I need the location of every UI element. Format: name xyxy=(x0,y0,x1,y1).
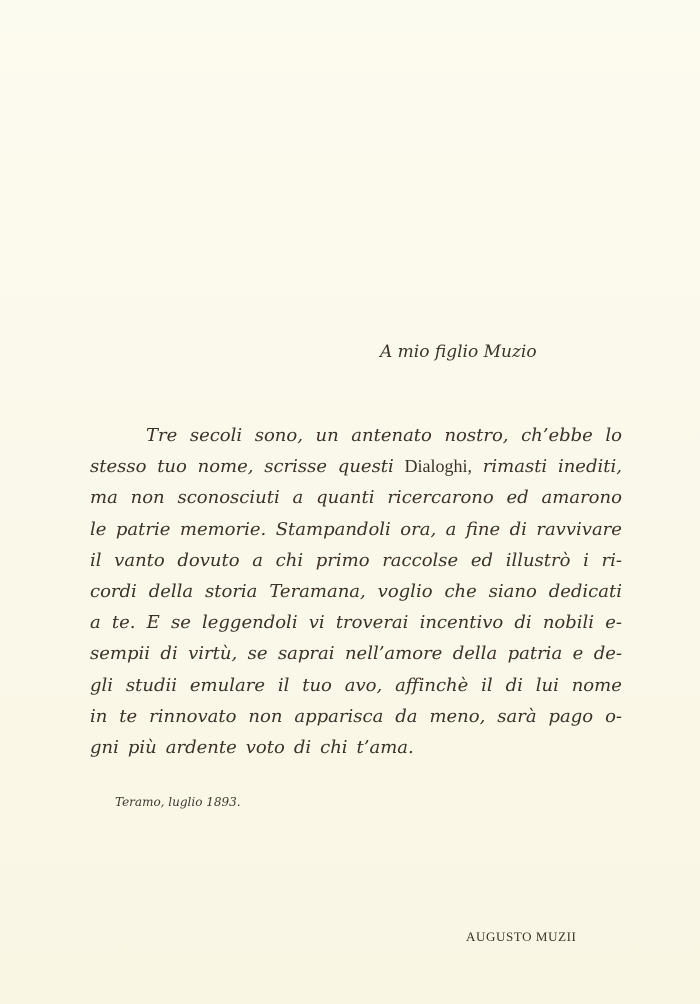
word: ravvivare xyxy=(536,518,622,540)
word: Tre xyxy=(146,425,178,446)
word: in xyxy=(90,705,108,727)
word: se xyxy=(170,612,191,634)
word: da xyxy=(395,705,418,727)
word: di xyxy=(505,674,523,696)
word: avo, xyxy=(344,674,383,696)
word: un xyxy=(315,425,339,446)
text-line xyxy=(90,514,622,545)
word: storia xyxy=(205,580,258,602)
word: ardente xyxy=(165,736,237,758)
word: nome, xyxy=(197,456,254,478)
word: nostro, xyxy=(444,425,509,446)
text-line xyxy=(90,576,622,607)
word: più xyxy=(127,736,157,758)
word: inediti, xyxy=(557,456,622,478)
word: a xyxy=(252,549,263,571)
word: amarono xyxy=(541,487,622,509)
word: illustrò xyxy=(505,549,571,571)
word: voglio xyxy=(377,580,433,602)
dedication-line: A mio figlio Muzio xyxy=(380,342,537,362)
word: saprai xyxy=(277,643,335,665)
word: chi xyxy=(275,549,304,571)
text-line xyxy=(90,545,622,576)
word: della xyxy=(452,643,498,665)
word: e- xyxy=(605,612,622,634)
word: leggendoli xyxy=(202,612,298,634)
word: ed xyxy=(506,487,529,509)
word: t’ama. xyxy=(356,736,414,758)
word: questi xyxy=(337,456,394,478)
word: il xyxy=(481,674,493,696)
word: Dialoghi, xyxy=(404,456,473,477)
word: le xyxy=(90,518,107,540)
word: stesso xyxy=(90,456,147,478)
word: dovuto xyxy=(177,549,240,571)
text-line xyxy=(90,482,622,513)
word: se xyxy=(247,643,268,665)
word: troverai xyxy=(335,612,409,634)
word: a xyxy=(90,612,101,634)
word: quanti xyxy=(316,487,375,509)
word: secoli xyxy=(189,425,243,446)
text-line xyxy=(90,420,622,451)
word: nobili xyxy=(542,612,595,634)
word: meno, xyxy=(429,705,486,727)
word: gni xyxy=(90,736,119,758)
word: te. xyxy=(111,612,136,634)
word: sconosciuti xyxy=(177,487,280,509)
word: a xyxy=(445,518,457,540)
word: siano xyxy=(488,580,537,602)
word: chi xyxy=(320,736,348,758)
author-signature: AUGUSTO MUZII xyxy=(466,929,577,944)
word: studii xyxy=(125,674,178,696)
word: ed xyxy=(470,549,494,571)
dedication-body-text xyxy=(90,420,622,763)
word: il xyxy=(277,674,290,696)
word: o- xyxy=(605,705,622,727)
word: il xyxy=(90,549,102,571)
word: ri- xyxy=(601,549,622,571)
word: e xyxy=(572,643,584,665)
word: rinnovato xyxy=(149,705,237,727)
word: voto xyxy=(245,736,285,758)
word: cordi xyxy=(90,580,137,602)
word: lui xyxy=(535,674,559,696)
word: fine xyxy=(465,518,501,540)
word: tuo xyxy=(302,674,332,696)
word: ricercarono xyxy=(387,487,494,509)
word: ma xyxy=(90,487,118,509)
word: nell’amore xyxy=(344,643,443,665)
word: scrisse xyxy=(264,456,328,478)
word: sarà xyxy=(497,705,537,727)
word: gli xyxy=(90,674,114,696)
word: a xyxy=(292,487,304,509)
word: apparisca xyxy=(294,705,384,727)
word: patrie xyxy=(115,518,171,540)
word: nome xyxy=(571,674,622,696)
word: vanto xyxy=(114,549,165,571)
word: pago xyxy=(548,705,594,727)
word: sempii xyxy=(90,643,150,665)
word: dedicati xyxy=(548,580,622,602)
word: patria xyxy=(507,643,563,665)
word: non xyxy=(130,487,165,509)
word: vi xyxy=(308,612,325,634)
word: raccolse xyxy=(382,549,459,571)
word: che xyxy=(444,580,477,602)
text-line xyxy=(90,732,622,763)
word: di xyxy=(160,643,178,665)
text-line xyxy=(90,607,622,638)
word: emulare xyxy=(189,674,265,696)
word: lo xyxy=(605,425,622,446)
word: te xyxy=(119,705,138,727)
text-line xyxy=(90,701,622,732)
word: della xyxy=(148,580,194,602)
word: di xyxy=(509,518,527,540)
word: de- xyxy=(593,643,622,665)
word: di xyxy=(293,736,312,758)
word: E xyxy=(146,612,160,634)
word: ora, xyxy=(400,518,437,540)
text-line xyxy=(90,638,622,669)
word: memorie. xyxy=(179,518,267,540)
word: non xyxy=(248,705,283,727)
word: sono, xyxy=(254,425,303,446)
word: affinchè xyxy=(395,674,469,696)
word: virtù, xyxy=(188,643,238,665)
word: rimasti xyxy=(482,456,548,478)
text-line xyxy=(90,670,622,701)
word: ch’ebbe xyxy=(521,425,593,446)
word: Stampandoli xyxy=(275,518,391,540)
place-and-date: Teramo, luglio 1893. xyxy=(115,795,241,809)
word: Teramana, xyxy=(269,580,366,602)
word: antenato xyxy=(351,425,432,446)
word: di xyxy=(514,612,532,634)
word: tuo xyxy=(157,456,187,478)
word: i xyxy=(583,549,589,571)
word: primo xyxy=(315,549,370,571)
text-line xyxy=(90,451,622,482)
word: incentivo xyxy=(419,612,504,634)
